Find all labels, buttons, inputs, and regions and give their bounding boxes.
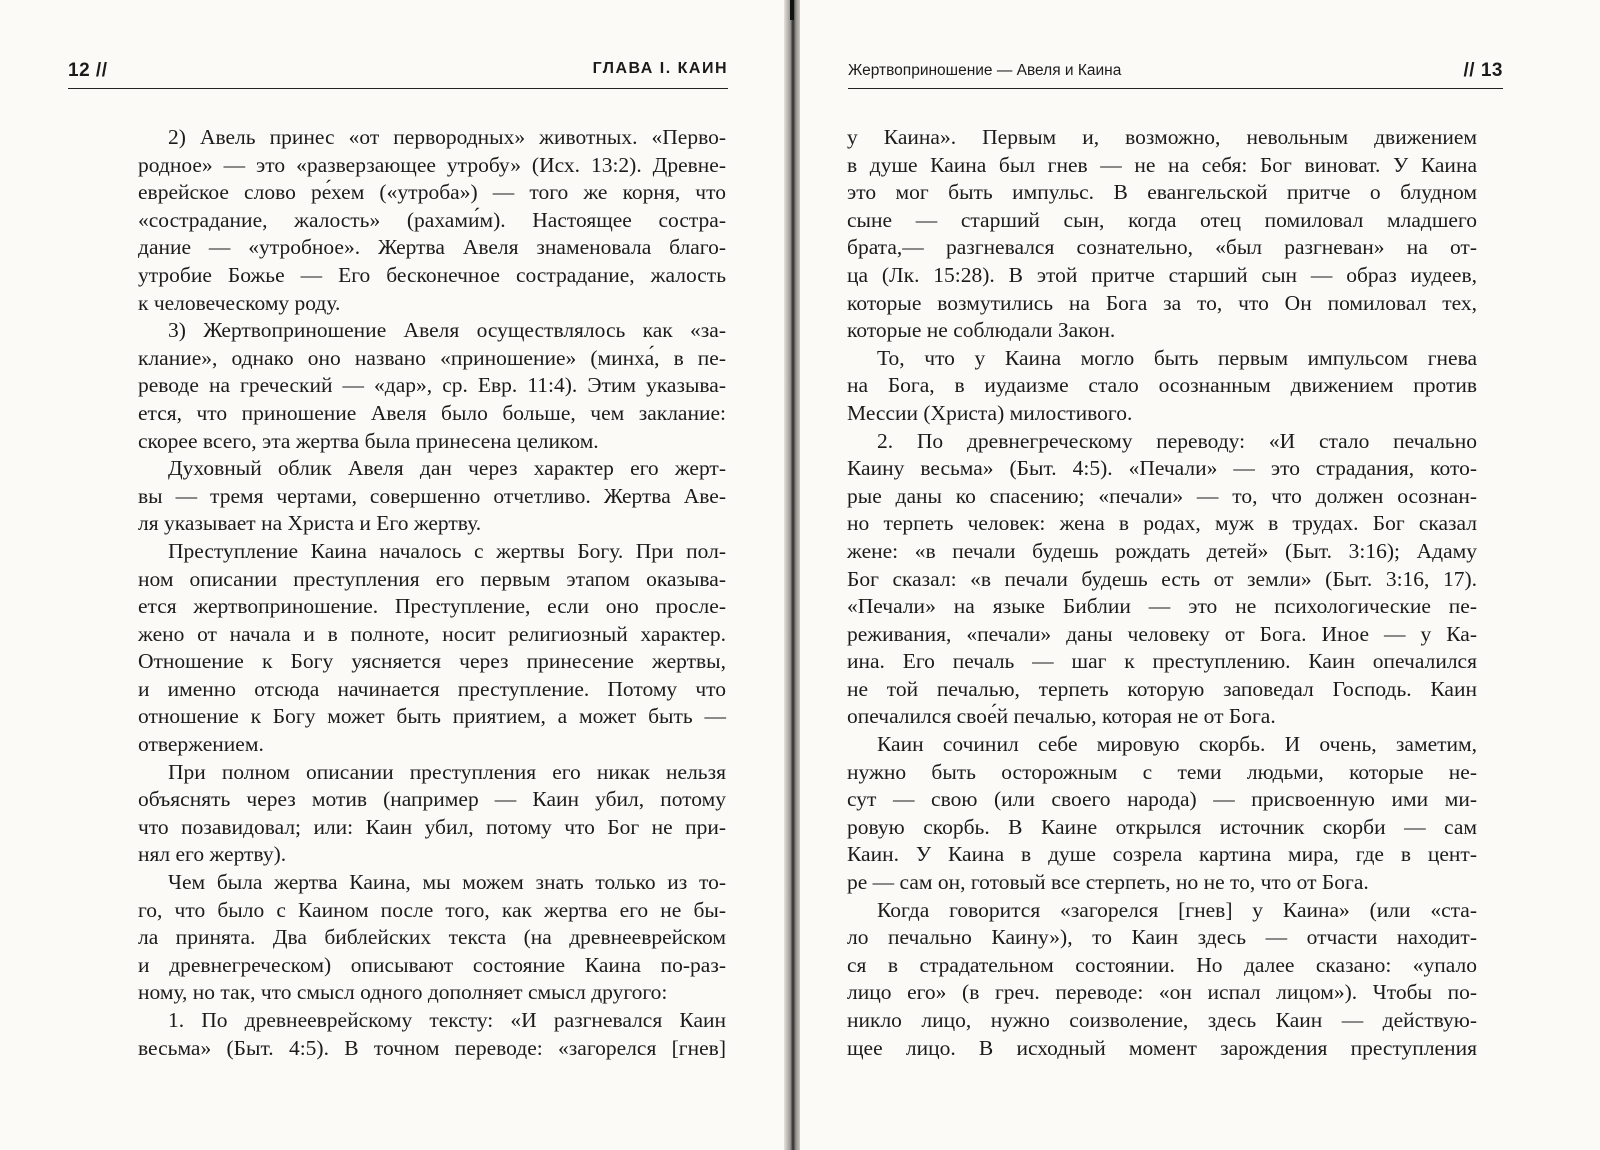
- text-line: ля указывает на Христа и Его жертву.: [138, 511, 482, 536]
- text-line: и древнегреческом) описывают состояние Каина по-раз-: [138, 952, 726, 977]
- text-line: у Каина». Первым и, возможно, невольным движением: [847, 125, 1477, 149]
- text-line: Духовный облик Авеля дан через характер его жерт-: [168, 456, 726, 481]
- paragraph: [847, 731, 1477, 897]
- paragraph: [847, 897, 1477, 1063]
- text-line: То, что у Каина могло быть первым импульсом гнева: [877, 345, 1477, 370]
- text-line: ла принята. Два библейских текста (на древнееврейском: [138, 925, 726, 950]
- paragraph: [847, 124, 1477, 345]
- text-line: и именно отсюда начинается преступление. Потому что: [138, 676, 726, 701]
- right-running-header: [848, 60, 1503, 89]
- text-line: отвержением.: [138, 732, 264, 757]
- paragraph: [138, 1007, 726, 1062]
- text-line: жене: «в печали будешь рождать детей» (Быт. 3:16); Адаму: [847, 538, 1477, 563]
- text-line: Каин. У Каина в душе созрела картина мира, где в цент-: [847, 842, 1477, 867]
- text-line: ется жертвоприношение. Преступление, если оно просле-: [138, 594, 726, 619]
- left-text-column: [138, 124, 726, 1062]
- paragraph: [138, 455, 726, 538]
- text-line: жено от начала и в полноте, носит религиозный характер.: [138, 621, 726, 646]
- paragraph: [847, 345, 1477, 428]
- text-line: щее лицо. В исходный момент зарождения преступления: [847, 1035, 1477, 1060]
- text-line: ца (Лк. 15:28). В этой притче старший сын — образ иудеев,: [847, 262, 1477, 287]
- left-running-header: [68, 60, 728, 89]
- text-line: опечалился свое́й печалью, которая не от Бога.: [847, 704, 1276, 729]
- right-page: [800, 0, 1600, 1150]
- text-line: ется, что приношение Авеля было больше, чем заклание:: [138, 400, 726, 425]
- right-text-column: [847, 124, 1477, 1062]
- text-line: рые даны ко спасению; «печали» — то, что должен осознан-: [847, 483, 1477, 508]
- text-line: что позавидовал; или: Каин убил, потому что Бог не при-: [138, 814, 726, 839]
- text-line: Бог сказал: «в печали будешь есть от земли» (Быт. 3:16, 17).: [847, 566, 1477, 591]
- text-line: но терпеть человек: жена в родах, муж в трудах. Бог сказал: [847, 511, 1477, 536]
- paragraph: [138, 759, 726, 869]
- text-line: лицо его» (в греч. переводе: «он испал лицом»). Чтобы по-: [847, 980, 1477, 1005]
- paragraph: [138, 538, 726, 759]
- text-line: в душе Каина был гнев — не на себя: Бог виноват. У Каина: [847, 152, 1477, 177]
- left-page-number: 12 //: [68, 60, 108, 81]
- gutter-mark: [790, 0, 794, 20]
- text-line: Чем была жертва Каина, мы можем знать только из то-: [168, 870, 726, 895]
- right-running-head: Жертвоприношение — Авеля и Каина: [848, 62, 1122, 79]
- text-line: Отношение к Богу уясняется через принесение жертвы,: [138, 649, 726, 674]
- text-line: ровую скорбь. В Каине открылся источник скорби — сам: [847, 814, 1477, 839]
- text-line: ся в страдательном состоянии. Но далее сказано: «упало: [847, 952, 1477, 977]
- text-line: еврейское слово ре́хем («утроба») — того же корня, что: [138, 180, 726, 205]
- text-line: нужно быть осторожным с теми людьми, которые не-: [847, 759, 1477, 784]
- text-line: реживания, «печали» даны человеку от Бога. Иное — у Ка-: [847, 621, 1477, 646]
- text-line: 3) Жертвоприношение Авеля осуществлялось как «за-: [168, 318, 726, 343]
- text-line: 2) Авель принес «от первородных» животных. «Перво-: [168, 125, 726, 149]
- text-line: весьма» (Быт. 4:5). В точном переводе: «загорелся [гнев]: [138, 1035, 726, 1060]
- text-line: Мессии (Христа) милостивого.: [847, 400, 1133, 425]
- paragraph: [138, 124, 726, 317]
- paragraph: [138, 317, 726, 455]
- text-line: скорее всего, эта жертва была принесена целиком.: [138, 428, 599, 453]
- text-line: сут — свою (или своего народа) — присвоенную ими ми-: [847, 787, 1477, 812]
- text-line: 2. По древнегреческому переводу: «И стало печально: [877, 428, 1477, 453]
- text-line: утробие Божье — Его бесконечное сострадание, жалость: [138, 262, 726, 287]
- paragraph: [138, 869, 726, 1007]
- text-line: которые возмутились на Бога за то, что Он помиловал тех,: [847, 290, 1477, 315]
- text-line: При полном описании преступления его никак нельзя: [168, 759, 726, 784]
- text-line: брата,— разгневался сознательно, «был разгневан» на от-: [847, 235, 1477, 260]
- paragraph: [847, 428, 1477, 732]
- text-line: нял его жертву).: [138, 842, 287, 867]
- text-line: 1. По древнееврейскому тексту: «И разгневался Каин: [168, 1008, 726, 1032]
- text-line: дание — «утробное». Жертва Авеля знаменовала благо-: [138, 235, 726, 260]
- text-line: ло печально Каину»), то Каин здесь — отчасти находит-: [847, 925, 1477, 950]
- text-line: это мог быть импульс. В евангельской притче о блудном: [847, 180, 1477, 205]
- text-line: сыне — старший сын, когда отец помиловал младшего: [847, 207, 1477, 232]
- text-line: Каин сочинил себе мировую скорбь. И очень, заметим,: [877, 732, 1477, 757]
- left-page: [0, 0, 790, 1150]
- text-line: го, что было с Каином после того, как жертва его не бы-: [138, 897, 726, 922]
- text-line: ина. Его печаль — шаг к преступлению. Каин опечалился: [847, 649, 1477, 674]
- text-line: Преступление Каина началось с жертвы Богу. При пол-: [168, 538, 726, 563]
- text-line: никло лицо, нужно соизволение, здесь Каин — действую-: [847, 1008, 1477, 1032]
- text-line: Каину весьма» (Быт. 4:5). «Печали» — это страдания, кото-: [847, 456, 1477, 481]
- text-line: «сострадание, жалость» (рахами́м). Настоящее состра-: [138, 207, 726, 232]
- text-line: ному, но так, что смысл одного дополняет смысл другого:: [138, 980, 668, 1005]
- text-line: которые не соблюдали Закон.: [847, 318, 1116, 343]
- text-line: на Бога, в иудаизме стало осознанным движением против: [847, 373, 1477, 398]
- text-line: отношение к Богу может быть приятием, а может быть —: [138, 704, 726, 729]
- left-running-head: ГЛАВА I. КАИН: [592, 60, 728, 77]
- text-line: Когда говорится «загорелся [гнев] у Каина» (или «ста-: [877, 897, 1477, 922]
- text-line: вы — тремя чертами, совершенно отчетливо. Жертва Аве-: [138, 483, 726, 508]
- text-line: не той печалью, терпеть которую заповедал Господь. Каин: [847, 676, 1477, 701]
- text-line: клание», однако оно названо «приношение» (минха́, в пе-: [138, 345, 726, 370]
- text-line: объяснять через мотив (например — Каин убил, потому: [138, 787, 726, 812]
- text-line: ном описании преступления его первым этапом оказыва-: [138, 566, 726, 591]
- text-line: «Печали» на языке Библии — это не психологические пе-: [847, 594, 1477, 619]
- text-line: родное» — это «разверзающее утробу» (Исх. 13:2). Древне-: [138, 152, 726, 177]
- text-line: к человеческому роду.: [138, 290, 341, 315]
- text-line: ре — сам он, готовый все стерпеть, но не то, что от Бога.: [847, 870, 1369, 895]
- text-line: реводе на греческий — «дар», ср. Евр. 11:4). Этим указыва-: [138, 373, 726, 398]
- right-page-number: // 13: [1463, 60, 1503, 81]
